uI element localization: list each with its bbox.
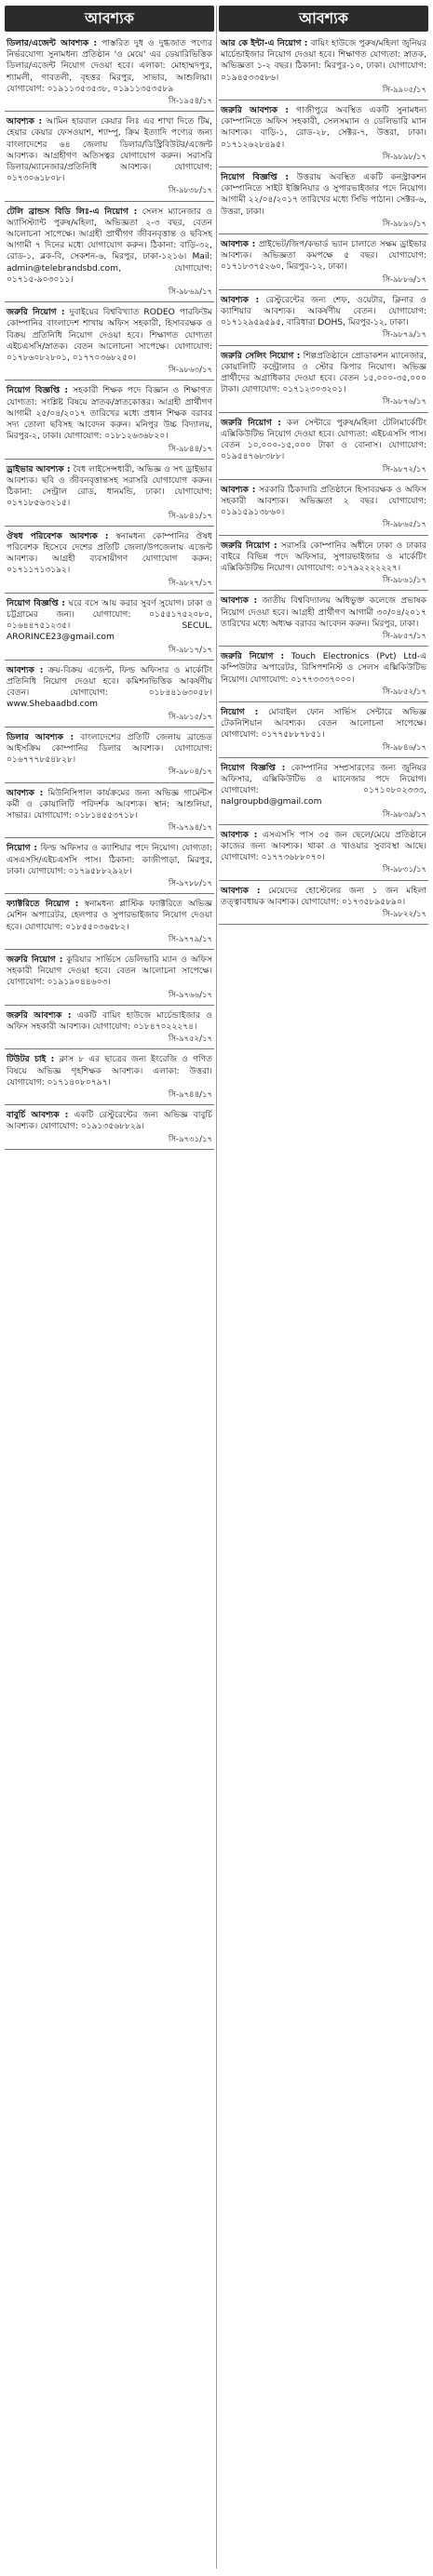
ad-body: কল সেন্টারে পুরুষ/মহিলা টেলিমার্কেটিং এক্সিকিউটিভ নিয়োগ দেওয়া হবে। যোগ্যতা: এইচএসসি পাস। বেতন ১০,০০০-১৫,০০০ টাকা ও বোনাস। যোগাযোগ: ০১৯৫৪৭৬৮৩৮৮। [221, 418, 426, 462]
classified-ad [219, 883, 428, 923]
ad-reference-code: সি-৯৭৩১/১৭ [168, 1134, 212, 1144]
ad-body: মেয়েদের হোস্টেলের জন্য ১ জন মহিলা তত্ত্বাবধায়ক আবশ্যক। যোগাযোগ: ০১৭৩৫৮৯৫৮৯০। [221, 886, 426, 907]
classified-ad [219, 760, 428, 822]
ad-title: জরুরি সেলিং নিয়োগ : [221, 351, 301, 361]
classified-ad [5, 785, 214, 836]
ad-text [7, 531, 212, 577]
classified-ad [219, 236, 428, 287]
classified-ad [5, 729, 214, 781]
ad-body: সরাসরি কোম্পানির অধীনে ঢাকা ও ঢাকার বাইরে বিভিন্ন পদে অফিসার, সুপারভাইজার ও মার্কেটিং এক্সিকিউটিভ নিয়োগ। যোগাযোগ: ০১৭৯২২২২২২৭। [221, 541, 426, 573]
ad-title: আবশ্যক : [221, 596, 258, 607]
ad-body: আমিন হারবাল কেয়ার লিঃ এর শাখা দিতে টিম, হেয়ার কেয়ার ফেসওয়াশ, শ্যাম্পু, ক্রিম ইত্যাদি পণ্যের জন্য বাংলাদেশের ৬৪ জেলায় ডিলার/ডিস্ট্রিবিউটর/এজেন্ট আবশ্যক। আগ্রহীগণ অতিসত্বর যোগাযোগ করুন। সরাসরি ডিলার/ম্যানেজার/প্রতিনিধি আবশ্যক। যোগাযোগ: ০১৭৩০৬১৮০৮। [7, 117, 212, 184]
ad-text [7, 954, 212, 989]
ad-reference-code: সি-৯৭৯৪/১৭ [168, 823, 212, 834]
classified-ad [219, 292, 428, 343]
ad-body: দুবাইয়ের বিশ্ববিখ্যাত RODEO পারফিউম কোম্পানির বাংলাদেশ শাখায় অফিস সহকারী, হিসাবরক্ষক ও বিক্রয় প্রতিনিধি নিয়োগ দেওয়া হবে। শিক্ষাগত যোগ্যতা এইচএসসি/স্নাতক। বেতন আলোচনা সাপেক্ষে। যোগাযোগ: ০১৭৮৬০৮২৮০১, ০১৭৭০৩৬৮২৫০। [7, 308, 212, 364]
ad-title: নিয়োগ : [7, 844, 38, 854]
ad-separator [5, 949, 214, 950]
ad-title: আবশ্যক : [221, 485, 256, 495]
ad-reference-code: সি-৯৮৪৪/১৭ [168, 444, 212, 454]
ad-title: আবশ্যক : [7, 117, 43, 127]
ad-title: নিয়োগ : [221, 707, 259, 717]
ad-text [7, 598, 212, 644]
ad-title: জরুরি আবশ্যক : [221, 106, 290, 116]
ad-separator [5, 593, 214, 594]
ad-separator [5, 459, 214, 460]
left-ads-list [5, 35, 214, 1150]
ad-separator [5, 782, 214, 783]
ad-body: সরকারি ঠিকাদারি প্রতিষ্ঠানে হিসাবরক্ষক ও অফিস সহকারী আবশ্যক। অভিজ্ঞতা ২ বছর। যোগাযোগ: ০১৯১৫৯১৩৮৬০। [221, 485, 426, 518]
ad-text [7, 843, 212, 877]
right-column-header: আবশ্যক [219, 6, 428, 32]
classified-ad [219, 538, 428, 589]
ad-body: ক্রয়-বিক্রয় এজেন্ট, ফিল্ড অফিসার ও মার্কেটিং প্রতিনিধি নিয়োগ দেওয়া হবে। কমিশনভিত্তিক আকর্ষণীয় বেতন। যোগাযোগ: ০১৮৪৪১৬৩০৫৮। www.Shebaadbd.com [7, 665, 212, 710]
ad-title: জরুরি নিয়োগ : [7, 308, 65, 318]
ad-body: কুরিয়ার সার্ভিসে ডেলিভারি ম্যান ও অফিস সহকারী নিয়োগ দেওয়া হবে। বেতন আলোচনা সাপেক্ষে। যোগাযোগ: ০১৯১৯০৪৪৬০৩। [7, 955, 212, 988]
ad-reference-code: সি-৯৮২২/১৭ [382, 910, 426, 919]
ad-reference-code: সি-৯৮৫৭/১৭ [382, 631, 426, 641]
ad-separator [219, 412, 428, 413]
ad-reference-code: সি-৯৮৬৩/১৭ [168, 366, 212, 376]
classified-ad [5, 382, 214, 456]
ad-separator [5, 301, 214, 302]
ad-title: নিয়োগ বিজ্ঞপ্তি : [7, 386, 69, 396]
classified-ad [219, 482, 428, 533]
ad-body: ফিল্ড অফিসার ও ক্যাশিয়ার পদে নিয়োগ। যোগ্যতা: এসএসসি/এইচএসসি পাস। ঠিকানা: কাজীপাড়া, মিরপুর, ঢাকা। যোগাযোগ: ০১৭৯৫৮৮২৯২৮। [7, 844, 212, 876]
ad-title: নিয়োগ বিজ্ঞপ্তি : [221, 763, 286, 773]
ad-reference-code: সি-৯৮৩১/১৭ [382, 865, 426, 875]
ad-title: জরুরি নিয়োগ : [221, 541, 277, 551]
classified-ad [219, 704, 428, 755]
ad-separator [5, 1104, 214, 1105]
ad-body: মোবাইল ফোন সার্ভিস সেন্টারে অভিজ্ঞ টেকনিশিয়ান আবশ্যক। বেতন আলোচনা সাপেক্ষে। যোগাযোগ: ০১৭৭৫৮৮৭৮৫১। [221, 707, 426, 741]
classified-ad [5, 952, 214, 1003]
ad-text [7, 116, 212, 184]
ad-separator [219, 701, 428, 702]
ad-reference-code: সি-৯৮৯৮/১৭ [382, 152, 426, 162]
ad-reference-code: সি-৯৮৬৫/১৭ [382, 520, 426, 530]
ad-reference-code: সি-৯৭৪৪/১৭ [168, 1090, 212, 1101]
classified-ad [5, 1107, 214, 1147]
ad-text [7, 665, 212, 711]
classified-ad [219, 102, 428, 165]
ad-reference-code: সি-৯৭৬৬/১৭ [168, 990, 212, 1000]
ad-title: ফ্যাক্টরিতে নিয়োগ : [7, 900, 79, 910]
ad-separator [5, 1005, 214, 1006]
ad-text [7, 1110, 212, 1132]
ad-title: জরুরি নিয়োগ : [221, 652, 285, 662]
ad-body: একটি রেস্টুরেন্টের জন্য অভিজ্ঞ বাবুর্চি আবশ্যক। যোগাযোগ: ০১৯১৩৫৬৮৮২৯। [7, 1111, 212, 1132]
ad-title: ড্রাইভার আবশ্যক : [7, 464, 71, 474]
ad-text [221, 485, 426, 519]
ad-reference-code: সি-৯৮৭২/১৭ [382, 464, 426, 474]
ad-text [221, 541, 426, 575]
classified-ad [219, 169, 428, 232]
ad-body: স্বনামধন্য কোম্পানির ঔষধ পরিবেশক হিসেবে দেশের প্রতিটি জেলা/উপজেলায় এজেন্ট আবশ্যক। আগ্রহী ব্যবসায়ীগণ যোগাযোগ করুন: ০১৭১১৭১৩১৯২। [7, 531, 212, 576]
ad-title: জরুরি নিয়োগ : [221, 418, 281, 428]
ad-title: ডিলার/এজেন্ট আবশ্যক : [7, 39, 98, 48]
classified-ad [5, 528, 214, 591]
ad-body: গাজীপুরে অবস্থিত একটি সুনামধন্য কোম্পানিতে অফিস সহকারী, সেলসম্যান ও ডেলিভারি ম্যান আবশ্যক। বাড়ি-১, রোড-২৮, সেক্টর-৭, উত্তরা, ঢাকা। ০১৭১২৬২৮৪৯৫। [221, 106, 426, 150]
ad-separator [5, 111, 214, 112]
ad-title: আবশ্যক : [221, 830, 258, 840]
ad-reference-code: সি-৯৮৮৬/১৭ [382, 274, 426, 285]
classified-ad [5, 304, 214, 378]
ad-title: আবশ্যক : [7, 788, 44, 798]
ad-body: সেলস ম্যানেজার ও অ্যাসিস্ট্যান্ট পুরুষ/মহিলা, অভিজ্ঞতা ২-৩ বছর, বেতন আলোচনা সাপেক্ষে। আগ্রহী প্রার্থীগণ জীবনবৃত্তান্ত ও ছবিসহ আগামী ৭ দিনের মধ্যে যোগাযোগ করুন। ঠিকানা: বাড়ি-৩২, রোড-১, ব্লক-বি, সেকশন-৬, মিরপুর, ঢাকা-১২১৬। Mail: admin@telebrandsbd.com, যোগাযোগ: ০১৭১৫-৯০৩০১১। [7, 207, 212, 285]
ad-body: একটি বায়িং হাউজে মার্চেন্ডাইজার ও অফিস সহকারী আবশ্যক। যোগাযোগ: ০১৮৪৭০২২২৭৪। [7, 1010, 213, 1033]
ad-title: আবশ্যক : [221, 886, 261, 896]
classified-ad [219, 648, 428, 700]
ad-text [7, 899, 212, 933]
ad-text [221, 172, 426, 218]
ad-separator [5, 1149, 214, 1150]
ad-separator [219, 924, 428, 925]
ad-text [221, 38, 426, 84]
ad-separator [219, 479, 428, 480]
ad-body: ঘরে বসে আয় করার সুবর্ণ সুযোগ। ঢাকা ও চট্টগ্রামের জন্য। যোগাযোগ: ০১৫৫১৭৫২০৮০, ০১৬৪৪৭৫১২৩৫। SECUL. ARORINCE23@gmail.com [7, 598, 212, 643]
ad-body: বায়িং হাউজে পুরুষ/মহিলা জুনিয়র মার্চেন্ডাইজার নিয়োগ দেওয়া হবে। শিক্ষাগত যোগ্যতা: স্নাতক, অভিজ্ঞতা ১-২ বছর। ঠিকানা: মিরপুর-১০, ঢাকা। যোগাযোগ: ০১৯৪৫৩৩৫৮৬। [221, 39, 426, 83]
ad-body: উত্তরায় অবস্থিত একটি কনস্ট্রাকশন কোম্পানিতে সাইট ইঞ্জিনিয়ার ও সুপারভাইজার পদে নিয়োগ। আগামী ২২/০৪/২০১৭ তারিখের মধ্যে সিভি পাঠান। সেক্টর-৬, উত্তরা, ঢাকা। [221, 173, 426, 217]
ad-reference-code: সি-৯৮৭৯/১৭ [382, 330, 426, 340]
ad-title: আবশ্যক : [221, 240, 256, 250]
ad-title: নিয়োগ বিজ্ঞপ্তি : [221, 173, 290, 183]
classified-ad [5, 461, 214, 524]
ad-text [221, 418, 426, 463]
ad-reference-code: সি-৯৮২৭/১৭ [168, 578, 212, 588]
ad-separator [219, 757, 428, 758]
ad-separator [5, 660, 214, 661]
ad-text [7, 207, 212, 286]
ad-separator [219, 590, 428, 591]
ad-title: বাবুর্চি আবশ্যক : [7, 1111, 69, 1121]
ad-body: স্বনামধন্য প্লাস্টিক ফ্যাক্টরিতে অভিজ্ঞ মেশিন অপারেটর, হেলপার ও সুপারভাইজার নিয়োগ দেওয়া হবে। যোগাযোগ: ০১৮৫৫০৩৬৫৮২। [7, 900, 212, 932]
ad-body: বাংলাদেশের প্রতিটি জেলায় ব্রান্ডেড আইসক্রিম কোম্পানির ডিলার আবশ্যক। যোগাযোগ: ০১৬৭৭৭৮৫৪৮২৮। [7, 732, 212, 766]
classified-ad [5, 662, 214, 725]
ad-separator [5, 526, 214, 527]
ad-body: পাস্তরিত দুধ ও দুগ্ধজাত পণ্যের নির্ভরযোগ্য সুনামধন্য প্রতিষ্ঠান 'ও মেয়ে' এর ডেয়ারিভিত্তিক ডিলার/এজেন্ট নিয়োগ দেওয়া হবে। এলাকা: মোহাম্মদপুর, শ্যামলী, গাবতলী, বৃহত্তর মিরপুর, সাভার, আশুলিয়া। যোগাযোগ: ০১৯১১৩৫৩৫৩৮, ০১৯১১৩৫৩৫৮৯ [7, 39, 212, 94]
ad-separator [219, 646, 428, 647]
ad-reference-code: সি-৯৮৫২/১৭ [382, 687, 426, 697]
classified-ad [5, 840, 214, 891]
ad-body: মিউনিসিপাল কার্যক্রমের জন্য অভিজ্ঞ গার্মেন্টস কর্মী ও কোয়ালিটি পরিদর্শক আবশ্যক। স্থান: আশুলিয়া, সাভার। যোগাযোগ: ০১৮১৪৫৫৩৭১৮। [7, 788, 212, 821]
ad-text [7, 788, 212, 822]
classified-ad [5, 204, 214, 300]
ad-reference-code: সি-৯৮৩৯/১৭ [382, 809, 426, 820]
ad-separator [219, 289, 428, 290]
ad-reference-code: সি-৯৮১৫/১৭ [168, 712, 212, 722]
ad-separator [5, 1048, 214, 1049]
column-divider [216, 6, 217, 2569]
ad-body: সহকারী শিক্ষক পদে বিজ্ঞান ও শিক্ষাগত যোগ্যতা: সংশ্লিষ্ট বিষয়ে স্নাতক/স্নাতকোত্তর। আগ্রহী প্রার্থীগণ আগামী ২৫/০৪/২০১৭ তারিখের মধ্যে প্রধান শিক্ষক বরাবর সদ্য তোলা ছবিসহ আবেদন করুন। মনিপুর উচ্চ বিদ্যালয়, মিরপুর-২, ঢাকা। যোগাযোগ: ০১৮১২৬৩৬৮২০। [7, 386, 212, 442]
ad-body: কোম্পানির সম্প্রসারণের জন্য জুনিয়র অফিসার, এক্সিকিউটিভ ও ম্যানেজার পদে নিয়োগ। যোগাযোগ: ০১৭১০৮০২৩৩৩, nalgroupbd@gmail.com [221, 763, 426, 808]
ad-body: Touch Electronics (Pvt) Ltd-এ কম্পিউটার অপারেটর, রিসিপশনিস্ট ও সেলস এক্সিকিউটিভ নিয়োগ। যোগাযোগ: ০১৭৭৩৩৩৭০০০। [221, 652, 426, 685]
ad-text [221, 295, 426, 329]
left-column [5, 6, 214, 2569]
ad-title: আবশ্যক : [221, 295, 260, 305]
ad-reference-code: সি-৯৭৮৮/১৭ [168, 879, 212, 888]
ad-title: টেলি ব্রান্ডস বিডি লিঃ-এ নিয়োগ : [7, 207, 138, 217]
ad-title: জরুরি আবশ্যক : [7, 1010, 72, 1021]
ad-separator [219, 880, 428, 881]
ad-body: প্রাইভেট/জিপ/কভার্ড ভ্যান চালাতে সক্ষম ড্রাইভার আবশ্যক। অভিজ্ঞতা কমপক্ষে ৫ বছর। যোগাযোগ: ০১৭১৮৩৭৫২৬০, মিরপুর-১২, ঢাকা। [221, 240, 426, 273]
ad-body: এসএসসি পাস ৩৫ জন ছেলে/মেয়ে প্রতিষ্ঠানে কাজের জন্য আবশ্যক। থাকা ও খাওয়ার সুব্যবস্থা আছে। যোগাযোগ: ০১৭৭৩৬৮৮০৭০। [221, 830, 426, 863]
right-column [219, 6, 428, 2569]
classified-ad [5, 35, 214, 109]
ad-reference-code: সি-৯৭৭৯/১৭ [168, 934, 212, 944]
classified-ad [5, 1008, 214, 1048]
ad-body: শিল্পপ্রতিষ্ঠানে প্রোডাকশন ম্যানেজার, কোয়ালিটি কন্ট্রোলার ও স্টোর কিপার নিয়োগ। অভিজ্ঞ প্রার্থীদের অগ্রাধিকার দেওয়া হবে। বেতন ১৫,০০০-৩৫,০০০ টাকা। যোগাযোগ: ০১৭১২৩০৩২০১। [221, 351, 426, 395]
classified-ad [5, 595, 214, 658]
ad-body: রেস্টুরেন্টের জন্য শেফ, ওয়েটার, ক্লিনার ও ক্যাশিয়ার আবশ্যক। আকর্ষণীয় বেতন। যোগাযোগ: ০১৭১২৯৫৯৫৯৫, বারিধারা DOHS, মিরপুর-১২, ঢাকা। [221, 295, 426, 328]
ad-text [7, 464, 212, 510]
ad-text [7, 307, 212, 364]
ad-text [221, 886, 426, 908]
left-column-header: আবশ্যক [5, 6, 214, 32]
ad-text [7, 38, 212, 95]
classified-ad [219, 827, 428, 878]
ad-text [7, 1010, 212, 1033]
ad-reference-code: সি-৯৮৯০/১৭ [382, 219, 426, 229]
ad-separator [219, 535, 428, 536]
classified-ad [219, 348, 428, 410]
ad-separator [5, 893, 214, 894]
ad-separator [5, 837, 214, 838]
ad-body: বৈধ লাইসেন্সধারী, অভিজ্ঞ ও সৎ ড্রাইভার আবশ্যক। ছবি ও জীবনবৃত্তান্তসহ সরাসরি যোগাযোগ করুন। ঠিকানা: সেন্ট্রাল রোড, ধানমন্ডি, ঢাকা। যোগাযোগ: ০১৭১৮৫৬৩২১৫। [7, 464, 212, 509]
ad-reference-code: সি-৯৮৬৯/১৭ [168, 287, 212, 298]
ad-text [221, 595, 426, 630]
ad-text [221, 351, 426, 396]
ad-title: ডিলার আবশ্যক : [7, 732, 74, 742]
classified-ad [219, 35, 428, 98]
ad-reference-code: সি-৯৮৩৮/১৭ [168, 186, 212, 196]
ad-body: ক্লাস ৮ এর ছাত্রের জন্য ইংরেজি ও গণিত বিষয়ে অভিজ্ঞ গৃহশিক্ষক আবশ্যক। এলাকা: উত্তরা। যোগাযোগ: ০১৭১৪০৮০৭৯৭। [7, 1055, 212, 1088]
ad-text [7, 732, 212, 767]
ad-text [221, 651, 426, 686]
ad-reference-code: সি-৯৮৬১/১৭ [382, 576, 426, 586]
classified-ad [5, 1051, 214, 1102]
ad-title: আর কে ইন্টা-এ নিয়োগ : [221, 39, 308, 48]
right-ads-list [219, 35, 428, 925]
classified-ad [5, 896, 214, 947]
ad-title: ঔষধ পরিবেশক আবশ্যক : [7, 531, 109, 541]
ad-reference-code: সি-৯৭৫২/১৭ [168, 1034, 212, 1045]
ad-title: নিয়োগ বিজ্ঞপ্তি : [7, 598, 66, 608]
ad-reference-code: সি-১৯৫৪/১৭ [168, 97, 212, 107]
ad-title: টিউটর চাই : [7, 1055, 55, 1065]
ad-text [221, 830, 426, 864]
ad-text [7, 1054, 212, 1088]
ad-text [221, 105, 426, 151]
classified-ad [5, 113, 214, 198]
ad-title: আবশ্যক : [7, 665, 44, 675]
ad-text [221, 239, 426, 274]
classified-ad [219, 415, 428, 477]
ad-reference-code: সি-৯৮৭৬/১৭ [382, 397, 426, 407]
ad-reference-code: সি-৯৮৪৬/১৭ [382, 742, 426, 753]
ad-separator [5, 201, 214, 202]
ad-text [7, 385, 212, 442]
ad-text [221, 707, 426, 741]
ad-reference-code: সি-৯৮১৭/১৭ [168, 645, 212, 655]
ad-text [221, 763, 426, 808]
classified-ad [219, 593, 428, 644]
ad-reference-code: সি-৯৮৪১/১৭ [168, 511, 212, 521]
ad-body: জাতীয় বিশ্ববিদ্যালয় অধিভুক্ত কলেজে প্রভাষক নিয়োগ দেওয়া হবে। আগ্রহী প্রার্থীগণ আগামী ৩০/০৪/২০১৭ তারিখের মধ্যে অধ্যক্ষ বরাবর আবেদন করুন। মিরপুর, ঢাকা। [221, 596, 426, 629]
ad-separator [219, 345, 428, 346]
ad-separator [219, 824, 428, 825]
ad-reference-code: সি-৯৯০৫/১৭ [382, 85, 426, 95]
ad-reference-code: সি-৯৮০৪/১৭ [168, 767, 212, 778]
ad-title: জরুরি নিয়োগ : [7, 955, 63, 966]
